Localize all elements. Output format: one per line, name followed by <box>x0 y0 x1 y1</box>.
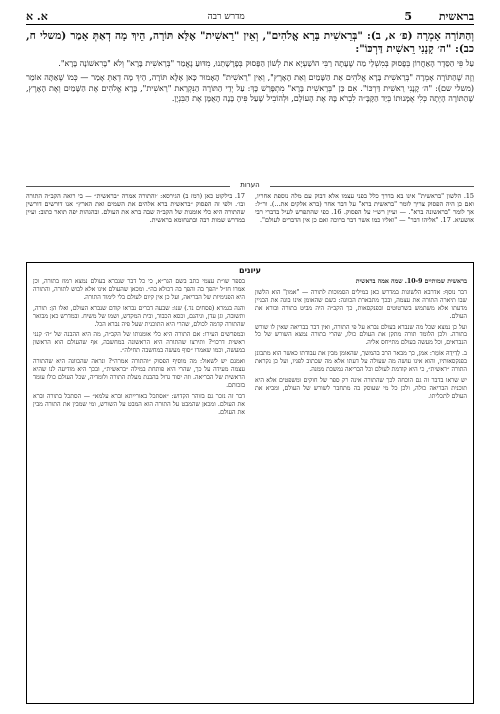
commentary-title: עיונים <box>239 266 261 275</box>
page-number: 5 <box>404 9 413 23</box>
footnotes-right <box>255 192 474 256</box>
chapter-ref: א. א <box>26 9 48 23</box>
commentary-paragraph: בספר שו״ת עצמי כתב בשם הגר״א, כי כל דבר שנברא בעולם נמצא רמוז בתורה, וכן אמרו חז״ל ״הפך בה והפך בה דכולא בה״. ומכאן שהעולם אינו אלא לבוש לתורה, והתורה היא הפנימיות של הבריאה, ועל כן אין קיום לעולם בלי לימוד התורה. <box>33 278 245 301</box>
header-rule <box>26 24 474 25</box>
commentary-paragraph: והנה בגמרא (פסחים נד.) שנו: שבעה דברים נבראו קודם שנברא העולם, ואלו הן: תורה, ותשובה, וגן עדן, וגיהנם, וכסא הכבוד, ובית המקדש, ושמו של משיח. ובמדרש כאן מבואר שהתורה קדמה לכולם, שהרי היא התוכנית שעל פיה נברא הכל. <box>33 304 245 328</box>
commentary-paragraph: דבר זה נזכר גם בזוהר הקדוש: ״אסתכל באורייתא וברא עלמא״ — הסתכל בתורה וברא את העולם. ומכאן שהמבט על התורה הוא המבט על השורש, ומי שמבין את התורה מבין את העולם. <box>33 392 245 416</box>
book-title: בראשית <box>438 9 474 23</box>
commentary-body <box>33 278 467 698</box>
footnote-text: 17. בילקוט כאן (רמז ב) הגירסא: ׳והתורה אמרה ״בראשית״ — בי רואה הקב״ה התורה ובו׳. ולפי זה הפסוק ״בראשית ברא אלהים את השמים ואת הארץ״ אנו דורשים דורשין שהתורה היא כלי אומנות של הקב״ה שבה ברא את העולם. ובהגהות יפה תואר כתוב: ועיין במדרש שמות רבה ובתנחומא בראשית. <box>26 192 245 224</box>
commentary-box <box>26 262 474 704</box>
commentary-col-right <box>255 278 467 698</box>
footnote-text: 15. הלשון "בראשית" אינו בא בדרך כלל בפני עצמו אלא דבוק עם מלה נוספת אחריו, ואם כן היה הפסוק צריך לומר "בראשית ברא" על דבר אחר (ברא אלקים את...). ור״ל: אך לומר "בראשונה ברא". — ועיין רש״י על הפסוק. 16. כפי שהתפרש לעיל בדברי רבי אושעיא. 17. "אליהו דבר" — "ואליו כמו אשר דבר ברוכה ואם כן אין הדברים לעולם". <box>255 192 474 224</box>
main-lead: וְהַתּוֹרָה אָמְרָה (פ׳ א, ב): "בְּרֵאשִׁית בָּרָא אֱלֹהִים", וְאֵין "רֵאשִׁית" אֶלָּא תּוֹרָה, הֵיךְ מָה דְאַתְּ אָמַר (משלי ח, כב): "ה׳ קָנָנִי רֵאשִׁית דַּרְכּוֹ": <box>26 30 474 55</box>
commentary-paragraph: יש שראו בדבר זה גם הוכחה לכך שהתורה אינה רק ספר של חוקים ומשפטים אלא היא תוכנית הבריאה כולה, ולכן כל מי שעוסק בה מתחבר לשורש של העולם, ומביא את העולם לתכליתו. <box>255 376 467 400</box>
commentary-paragraph: דבר נוסף: אדרבא הלשונות במדרש כאן במילים הסמוכות לתורה — "אמון" הוא הלשון שבו תיארה התורה את עצמה, ובכך מתבארת הכוונה: כשם שהאומן אינו בונה את הבניין מדעתו אלא משתמש בשרטוטים ובפנקסאות, כך הקב״ה היה מביט בתורה ובורא את העולם. <box>255 288 467 320</box>
commentary-paragraph: ב. לְדִידֵהּ אוֹמֵר: אמן, כך מבאר הרב בהמשך, שהאומן מבין את עבודתו כאשר הוא מתבונן בפנקסאותיו, והוא אינו עושה מה שעולה על דעתו אלא מה שכתוב לפניו, ועל כן נקראת התורה ״ראשית״, כי היא קודמת לעולם וכל הבריאה נמשכת ממנה. <box>255 350 467 374</box>
commentary-col-left <box>33 278 245 698</box>
commentary-paragraph: ועל כן נמצא שכל מה שנברא בעולם נברא על פי התורה, ואין דבר בבריאה שאין לו שורש בתורה. ולכן הלומד תורה מתקן את העולם כולו, שהרי בתורה נמצא השורש של כל הנבראים, וכל מעשה בעולם מתייחס אליה. <box>255 323 467 347</box>
main-text <box>26 30 474 108</box>
main-para-1: עַל פִּי הַסֵּדֶר הָאַחֲרוֹן בְּפָסוּק בְּמִשְׁלֵי מַה שֶׁעָתָה רַבִּי הוֹשַׁעְיָא את לְשׁוֹן הַפָּסוּק בְּפָרָשָׁתֵנוּ, מִדּוּעַ נֶאֱמַר "בְּרֵאשִׁית בָּרָא" וְלֹא "בָּרִאשׁוֹנָה בָּרָא". <box>58 59 474 68</box>
commentary-heading: בראשית שמותיים 10-9. שמה אמה בראשית <box>355 278 467 285</box>
running-title: מדרש רבה <box>207 11 245 22</box>
book-title-block <box>404 10 474 23</box>
commentary-paragraph: ובמפרשים העירו: אם התורה היא כלי אומנותו של הקב״ה, מה היא ההבנה של ״ה׳ קנני ראשית דרכו״? ותירצו שהתורה היא הראשונה במחשבה, אף שהעולם הוא הראשון במעשה, וכמו שאמרו ״סוף מעשה במחשבה תחילה״. <box>33 331 245 355</box>
notes-label: הערות <box>230 181 270 189</box>
main-para-2: וְזֶה שֶׁהַתּוֹרָה אָמְרָה "בְּרֵאשִׁית בָּרָא אֱלֹהִים אֵת הַשָּׁמַיִם וְאֵת הָאָרֶץ", וְאֵין "רֵאשִׁית" הָאָמוּר כָּאן אֶלָּא תּוֹרָה, הֵיךְ מָה דְאַתְּ אָמַר — כְּמוֹ שֶׁאַתָּה אוֹמֵר (משלי שם): "ה׳ קָנָנִי רֵאשִׁית דַּרְכּוֹ". אִם כֵּן "בְּרֵאשִׁית בָּרָא" מִתְפָּרֵשׁ כָּךְ: עַל יְדֵי הַתּוֹרָה הַנִּקְרֵאת "רֵאשִׁית", בָּרָא אֱלֹהִים אֶת הַשָּׁמַיִם וְאֶת הָאָרֶץ, שֶׁהַתּוֹרָה הָיְתָה כְּלִי אֻמָּנוּתוֹ בְּיַד הַקָּבָּ״ה לִבְרֹא בָּהּ אֶת הָעוֹלָם, וּלְהוֹבִיל שֶׁעַל פִּיהָ בָּנָה הָאֻמָּן אֶת הַבִּנְיָן. <box>26 72 474 104</box>
page-header <box>26 8 474 24</box>
footnotes-left <box>26 192 245 256</box>
commentary-paragraph: ואמנם יש לשאול: מה מוסיף הפסוק ״והתורה אמרה״? ונראה שהכוונה היא שהתורה עצמה מעידה על כך, שהרי היא פותחת במילה ״בראשית״, ובכך היא מודיעה לנו שהיא הראשית של הבריאה. וזה יסוד גדול בהבנת מעלת התורה ולומדיה, שכל העולם כולו עומד בזכותם. <box>33 358 245 389</box>
footnotes <box>26 192 474 256</box>
